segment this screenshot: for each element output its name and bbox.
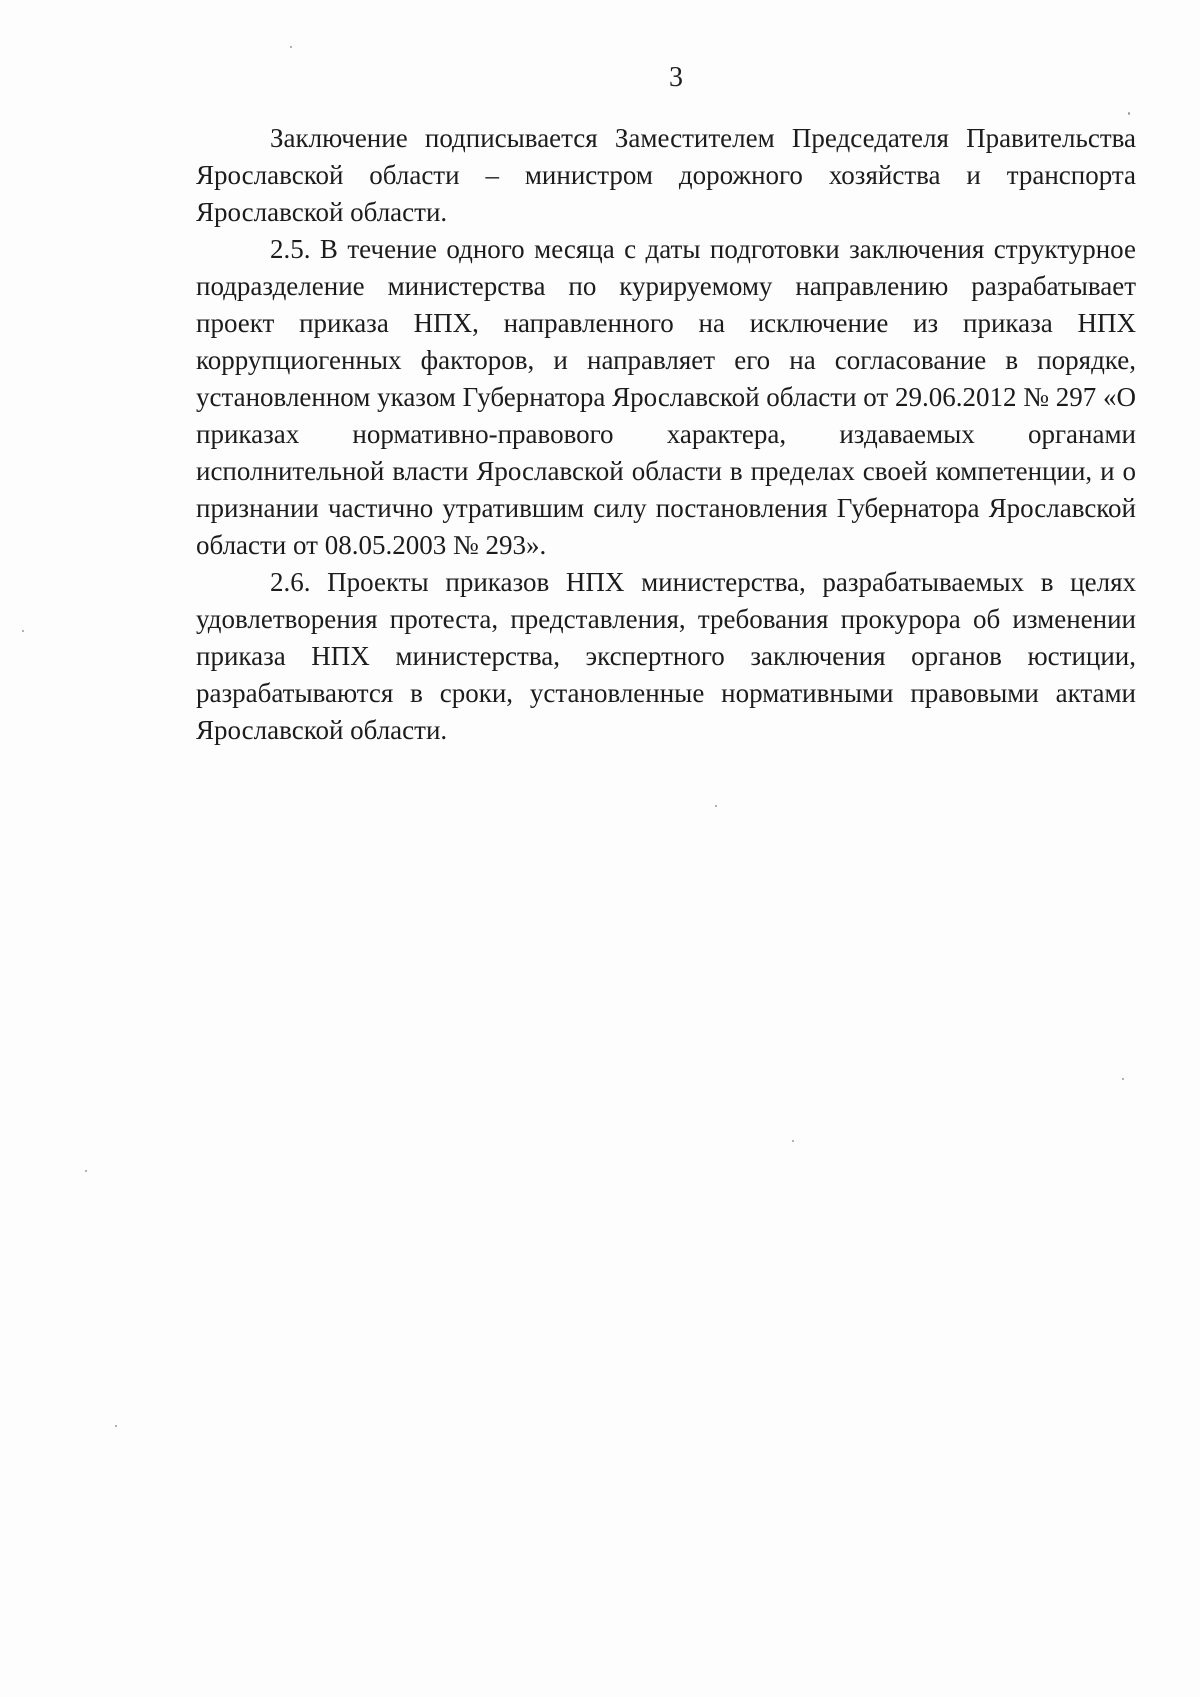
scan-speck	[1128, 112, 1130, 115]
paragraph-2-6: 2.6. Проекты приказов НПХ министерства, разрабатываемых в целях удовлетворения протеста, представления, требования прокурора об изменении приказа НПХ министерства, экспертного заключения органов юстиции, разрабатываются в сроки, установленные нормативными правовыми актами Ярославской области.	[196, 567, 1136, 745]
paragraph-signature: Заключение подписывается Заместителем Председателя Правительства Ярославской области – министром дорожного хозяйства и транспорта Ярославской области.	[196, 123, 1136, 227]
scan-speck	[115, 1425, 117, 1427]
scan-speck	[22, 630, 24, 632]
scan-speck	[1122, 1078, 1124, 1080]
page-number: 3	[669, 62, 683, 93]
scan-speck	[85, 1170, 87, 1172]
document-body	[196, 120, 1136, 749]
scan-speck	[290, 46, 292, 48]
scan-speck	[715, 805, 717, 807]
paragraph-2-5: 2.5. В течение одного месяца с даты подготовки заключения структурное подразделение министерства по курируемому направлению разрабатывает проект приказа НПХ, направленного на исключение из приказа НПХ коррупциогенных факторов, и направляет его на согласование в порядке, установленном указом Губернатора Ярославской области от 29.06.2012 № 297 «О приказах нормативно-правового характера, издаваемых органами исполнительной власти Ярославской области в пределах своей компетенции, и о признании частично утратившим силу постановления Губернатора Ярославской области от 08.05.2003 № 293».	[196, 234, 1136, 560]
scan-speck	[792, 1140, 794, 1142]
